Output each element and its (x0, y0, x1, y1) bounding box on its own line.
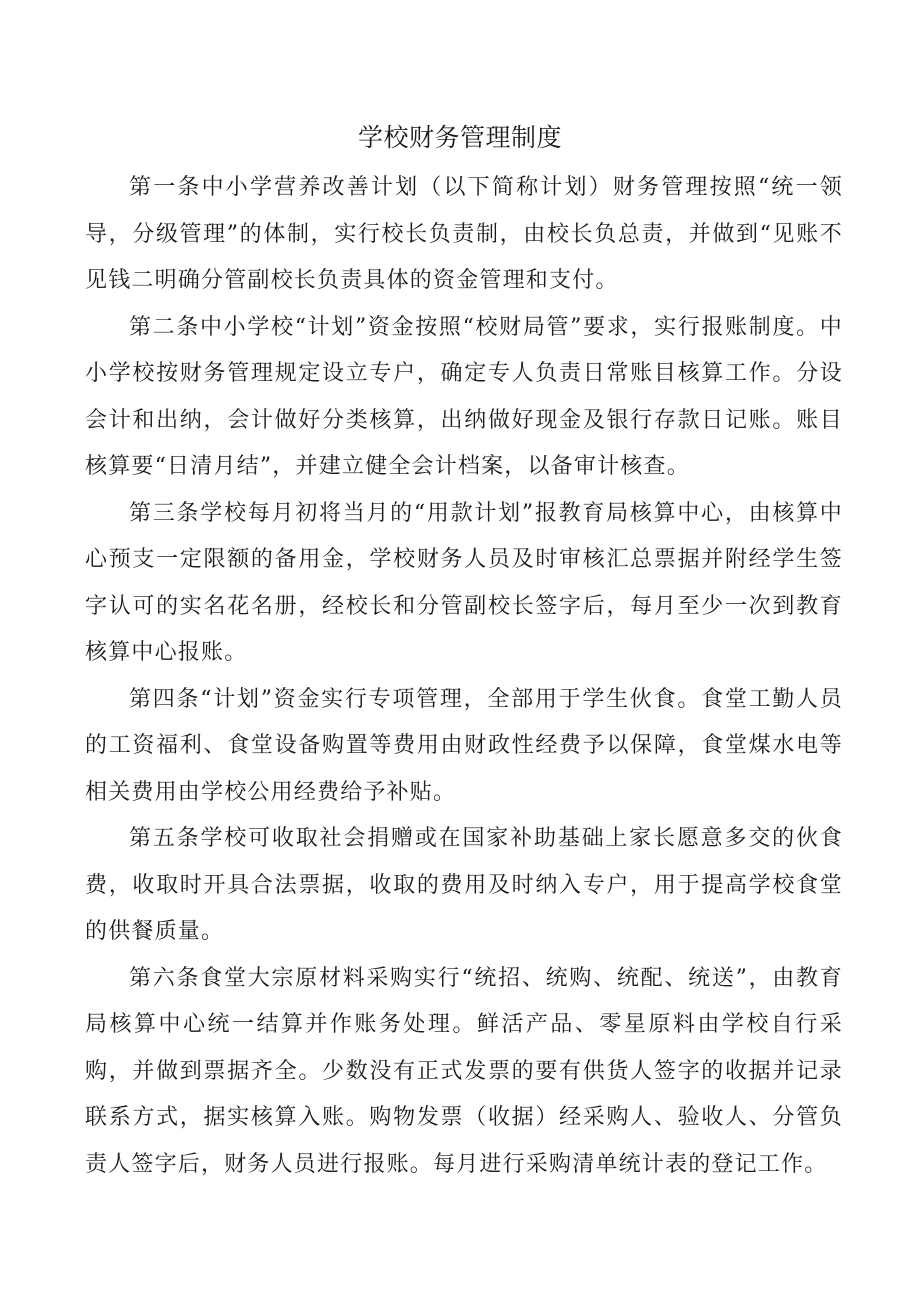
article-4-paragraph: 第四条“计划”资金实行专项管理，全部用于学生伙食。食堂工勤人员的工资福利、食堂设备购置等费用由财政性经费予以保障，食堂煤水电等相关费用由学校公用经费给予补贴。 (85, 686, 843, 805)
article-1-paragraph: 第一条中小学营养改善计划（以下简称计划）财务管理按照“统一领导，分级管理”的体制，实行校长负责制，由校长负总责，并做到“见账不见钱二明确分管副校长负责具体的资金管理和支付。 (85, 175, 843, 293)
article-5-paragraph: 第五条学校可收取社会捐赠或在国家补助基础上家长愿意多交的伙食费，收取时开具合法票据，收取的费用及时纳入专户，用于提高学校食堂的供餐质量。 (85, 826, 843, 944)
article-2-paragraph: 第二条中小学校“计划”资金按照“校财局管”要求，实行报账制度。中小学校按财务管理规定设立专户，确定专人负责日常账目核算工作。分设会计和出纳，会计做好分类核算，出纳做好现金及银行存款日记账。账目核算要“日清月结”，并建立健全会计档案，以备审计核查。 (85, 314, 843, 479)
article-6-paragraph: 第六条食堂大宗原材料采购实行“统招、统购、统配、统送”，由教育局核算中心统一结算并作账务处理。鲜活产品、零星原料由学校自行采购，并做到票据齐全。少数没有正式发票的要有供货人签字的收据并记录联系方式，据实核算入账。购物发票（收据）经采购人、验收人、分管负责人签字后，财务人员进行报账。每月进行采购清单统计表的登记工作。 (85, 965, 843, 1177)
document-body (85, 165, 843, 1188)
document-title: 学校财务管理制度 (357, 123, 562, 152)
article-3-paragraph: 第三条学校每月初将当月的“用款计划”报教育局核算中心，由核算中心预支一定限额的备用金，学校财务人员及时审核汇总票据并附经学生签字认可的实名花名册，经校长和分管副校长签字后，每月至少一次到教育核算中心报账。 (85, 500, 843, 665)
